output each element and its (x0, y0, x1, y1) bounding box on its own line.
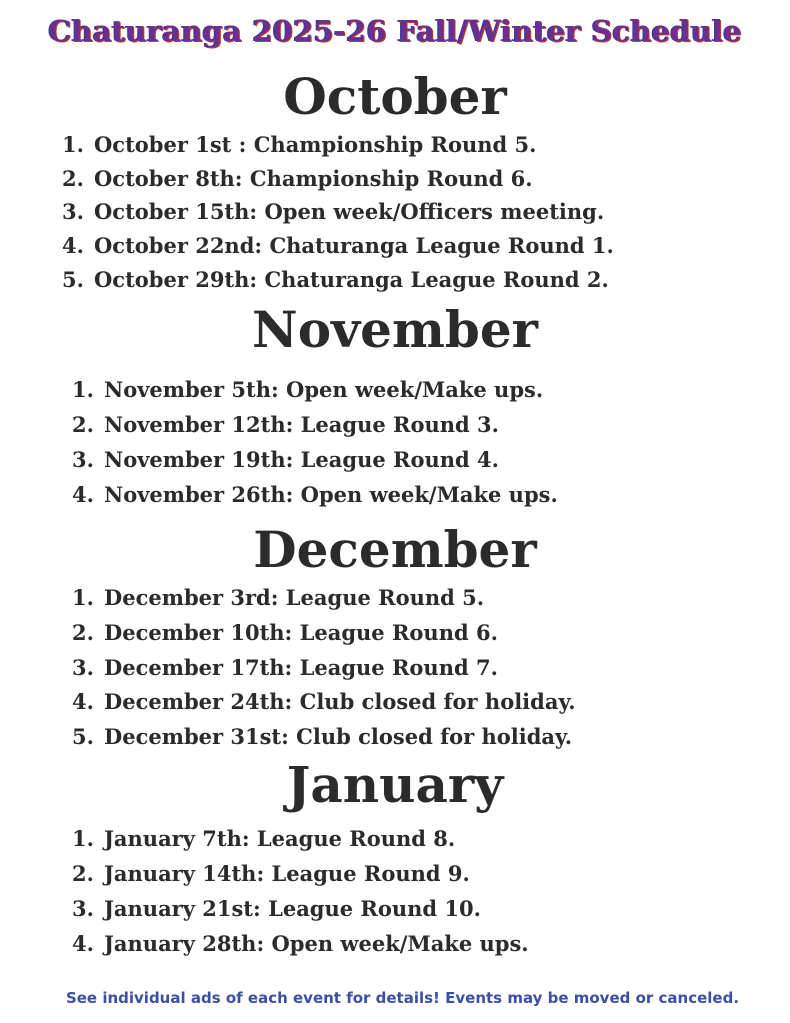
item-number: 4. (72, 689, 94, 715)
list-item (72, 407, 558, 442)
item-number: 2. (72, 619, 94, 645)
list-item (62, 229, 614, 263)
item-number: 4. (62, 233, 84, 259)
item-text: October 29th: Chaturanga League Round 2. (94, 266, 609, 292)
list-item (72, 442, 558, 477)
item-number: 5. (62, 266, 84, 292)
list-item (72, 926, 529, 961)
month-heading-november: November (252, 300, 538, 359)
list-item (62, 162, 614, 196)
item-number: 2. (72, 861, 94, 886)
item-text: November 5th: Open week/Make ups. (104, 377, 544, 402)
item-text: January 14th: League Round 9. (104, 861, 470, 886)
item-number: 2. (62, 165, 84, 191)
footer-note: See individual ads of each event for details! Events may be moved or canceled. (65, 989, 740, 1007)
item-text: December 31st: Club closed for holiday. (104, 724, 573, 750)
item-number: 3. (72, 654, 94, 680)
item-text: October 8th: Championship Round 6. (94, 165, 533, 191)
item-number: 3. (72, 447, 94, 472)
list-item (72, 372, 558, 407)
list-item (72, 616, 576, 651)
list-item (72, 651, 576, 686)
list-item (72, 891, 529, 926)
item-text: October 1st : Championship Round 5. (94, 132, 537, 157)
item-number: 4. (72, 931, 94, 956)
december-list (72, 581, 576, 755)
list-item (72, 856, 529, 891)
list-item (72, 821, 529, 856)
item-number: 3. (72, 896, 94, 921)
january-list (72, 821, 529, 961)
item-number: 5. (72, 724, 94, 750)
item-number: 2. (72, 412, 94, 437)
item-number: 1. (72, 585, 94, 610)
october-list (62, 128, 614, 296)
list-item (72, 581, 576, 616)
schedule-title: Chaturanga 2025-26 Fall/Winter Schedule (48, 14, 742, 48)
month-heading-december: December (253, 520, 537, 579)
list-item (62, 195, 614, 229)
item-text: November 19th: League Round 4. (104, 447, 499, 472)
list-item (72, 720, 576, 755)
item-text: October 15th: Open week/Officers meeting. (94, 199, 605, 225)
item-text: January 7th: League Round 8. (104, 826, 456, 851)
list-item (62, 128, 614, 162)
item-text: January 21st: League Round 10. (104, 896, 481, 921)
item-text: November 26th: Open week/Make ups. (104, 482, 558, 507)
item-text: January 28th: Open week/Make ups. (104, 931, 529, 956)
item-number: 1. (72, 826, 94, 851)
item-text: December 10th: League Round 6. (104, 619, 498, 645)
month-heading-january: January (286, 755, 504, 814)
item-number: 1. (62, 132, 84, 157)
item-number: 4. (72, 482, 94, 507)
month-heading-october: October (283, 67, 507, 126)
item-number: 1. (72, 377, 94, 402)
list-item (72, 477, 558, 512)
item-text: October 22nd: Chaturanga League Round 1. (94, 233, 614, 259)
november-list (72, 372, 558, 512)
item-text: December 3rd: League Round 5. (104, 585, 485, 610)
item-text: December 17th: League Round 7. (104, 654, 498, 680)
item-text: December 24th: Club closed for holiday. (104, 689, 576, 715)
item-number: 3. (62, 199, 84, 225)
list-item (72, 685, 576, 720)
list-item (62, 263, 614, 297)
item-text: November 12th: League Round 3. (104, 412, 499, 437)
